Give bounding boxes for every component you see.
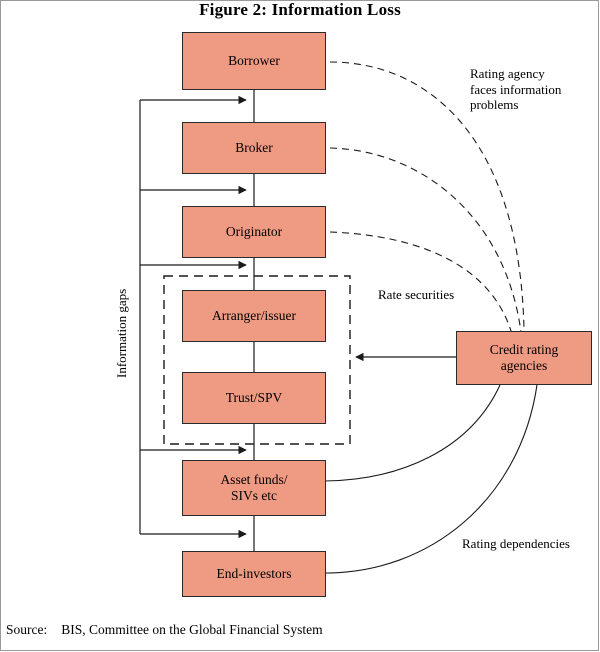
node-originator-label: Originator (225, 224, 283, 240)
node-credit-rating-agencies[interactable] (456, 331, 592, 385)
node-arranger-issuer-label: Arranger/issuer (212, 308, 296, 324)
annotation-rating-agency-problems (470, 66, 595, 113)
node-arranger-issuer[interactable] (182, 290, 326, 342)
figure-source (6, 622, 323, 638)
node-trust-spv-label: Trust/SPV (225, 390, 283, 406)
node-broker-label: Broker (235, 140, 273, 156)
figure-title: Figure 2: Information Loss (199, 0, 401, 19)
node-asset-funds-label-line2: SIVs etc (230, 488, 278, 503)
annotation-rating-dependencies: Rating dependencies (462, 536, 570, 551)
annotation-rating-agency-problems-line1: Rating agency (470, 66, 545, 81)
node-trust-spv[interactable] (182, 372, 326, 424)
annotation-rating-agency-problems-line2: faces information (470, 81, 562, 97)
annotation-information-gaps: Information gaps (114, 288, 129, 378)
node-borrower-label: Borrower (228, 53, 280, 69)
node-end-investors-label: End-investors (216, 566, 292, 582)
figure-source-label: Source: (6, 622, 48, 637)
node-borrower[interactable] (182, 32, 326, 90)
node-asset-funds-label-line1: Asset funds/ (220, 472, 288, 488)
node-credit-rating-agencies-label-line1: Credit rating (489, 342, 559, 358)
node-asset-funds[interactable] (182, 460, 326, 516)
annotation-rate-securities: Rate securities (378, 287, 455, 302)
node-originator[interactable] (182, 206, 326, 258)
node-credit-rating-agencies-label-line2: agencies (500, 358, 548, 373)
annotation-rating-agency-problems-line3: problems (470, 97, 519, 113)
node-end-investors[interactable] (182, 551, 326, 597)
figure-source-text: BIS, Committee on the Global Financial System (61, 622, 323, 637)
node-broker[interactable] (182, 122, 326, 174)
